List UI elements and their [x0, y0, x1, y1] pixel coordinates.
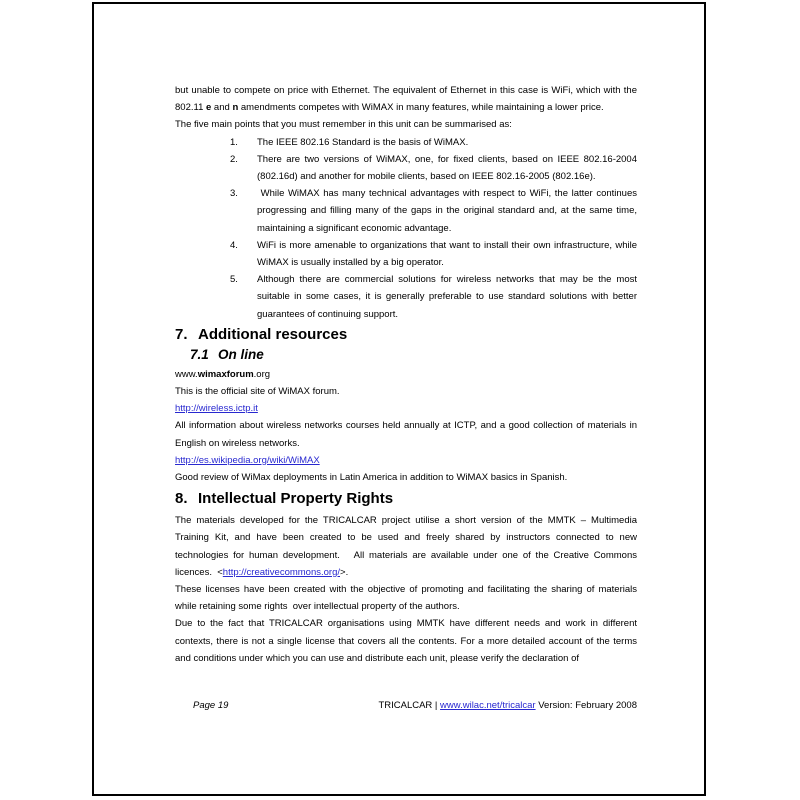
list-lead: The five main points that you must remember in this unit can be summarised as:: [175, 119, 512, 131]
section-7-heading: [175, 325, 637, 345]
section-7-1-heading: [190, 346, 637, 364]
creativecommons-link[interactable]: http://creativecommons.org/: [222, 566, 341, 578]
section-7-number: 7.: [175, 325, 188, 343]
ipr-1-text-post: >.: [340, 566, 349, 578]
list-item-text: There are two versions of WiMAX, one, for fixed clients, based on IEEE 802.16-2004 (802.16d) and another for mobile clients, based on IEEE 802.16-2005 (802.16e).: [257, 153, 637, 183]
resource-wimaxforum: [175, 366, 637, 383]
wimaxforum-post: .org: [253, 368, 271, 380]
list-item: [175, 134, 637, 151]
list-item: [175, 237, 637, 271]
paragraph-ipr-3: Due to the fact that TRICALCAR organisations using MMTK have different needs and work in different contexts, there is not a single license that covers all the contents. For a more detailed account of the terms and conditions under which you can use and distribute each unit, please verify the declaration of: [175, 618, 637, 664]
paragraph-intro: [175, 82, 637, 116]
section-7-1-number: 7.1: [190, 346, 209, 362]
resource-ictp-desc: All information about wireless networks courses held annually at ICTP, and a good collection of materials in English on wireless networks.: [175, 420, 637, 449]
section-8-title: Intellectual Property Rights: [198, 490, 394, 508]
list-item-text: While WiMAX has many technical advantages with respect to WiFi, the latter continues progressing and filling many of the gaps in the original standard and, at the same time, maintaining a significant economic advantage.: [257, 188, 637, 234]
page-number: Page 19: [193, 700, 229, 711]
list-item-text: The IEEE 802.16 Standard is the basis of WiMAX.: [257, 136, 469, 148]
list-item: [175, 271, 637, 323]
wimaxforum-bold: wimaxforum: [197, 368, 254, 380]
bold-802-11n: n: [232, 102, 239, 114]
wimaxforum-pre: www.: [175, 368, 198, 380]
wikipedia-link[interactable]: http://es.wikipedia.org/wiki/WiMAX: [175, 454, 320, 466]
bold-802-11e: e: [206, 102, 212, 114]
numbered-list: [175, 134, 637, 323]
intro-text-pre: but unable to compete on price with Ethernet. The equivalent of Ethernet in this case is WiFi, which with the 802.11: [175, 85, 637, 114]
list-item-text: Although there are commercial solutions for wireless networks that may be the most suitable in some cases, it is generally preferable to use standard solutions with better guarantees of continuing support.: [257, 274, 637, 320]
list-item-number: 2.: [230, 153, 238, 165]
list-item-number: 5.: [230, 274, 238, 286]
resource-wikipedia-desc: Good review of WiMax deployments in Latin America in addition to WiMAX basics in Spanish.: [175, 472, 568, 484]
section-7-title: Additional resources: [198, 325, 348, 343]
ipr-1-text: The materials developed for the TRICALCAR project utilise a short version of the MMTK – Multimedia Training Kit, and have been created to be used and freely shared by instructors connected to new technologies for human development. All materials are available under one of the Creative Commons licences. <: [175, 515, 637, 578]
footer-version-label: Version: February 2008: [535, 700, 637, 711]
list-item-number: 4.: [230, 239, 238, 251]
list-item-text: WiFi is more amenable to organizations that want to install their own infrastructure, while WiMAX is usually installed by a big operator.: [257, 239, 637, 269]
list-item-number: 1.: [230, 136, 238, 148]
list-item: [175, 151, 637, 185]
intro-text-mid: and: [211, 102, 233, 114]
list-item: [175, 185, 637, 237]
section-8-heading: [175, 489, 637, 509]
page-footer: [175, 699, 637, 712]
document-content: [175, 82, 637, 667]
resource-wikipedia: [175, 452, 637, 469]
list-item-number: 3.: [230, 188, 238, 200]
resource-wimaxforum-desc: This is the official site of WiMAX forum.: [175, 386, 340, 398]
intro-text-post: amendments competes with WiMAX in many features, while maintaining a lower price.: [238, 102, 604, 114]
paragraph-ipr-1: [175, 512, 637, 581]
footer-version-line: [378, 699, 637, 712]
section-7-1-title: On line: [218, 346, 264, 362]
resource-ictp: [175, 400, 637, 417]
paragraph-ipr-2: These licenses have been created with the objective of promoting and facilitating the sharing of materials while retaining some rights over intellectual property of the authors.: [175, 584, 637, 613]
section-8-number: 8.: [175, 490, 188, 508]
ictp-link[interactable]: http://wireless.ictp.it: [175, 403, 258, 415]
footer-tricalcar-link[interactable]: www.wilac.net/tricalcar: [440, 700, 536, 711]
footer-project-label: TRICALCAR |: [378, 700, 441, 711]
